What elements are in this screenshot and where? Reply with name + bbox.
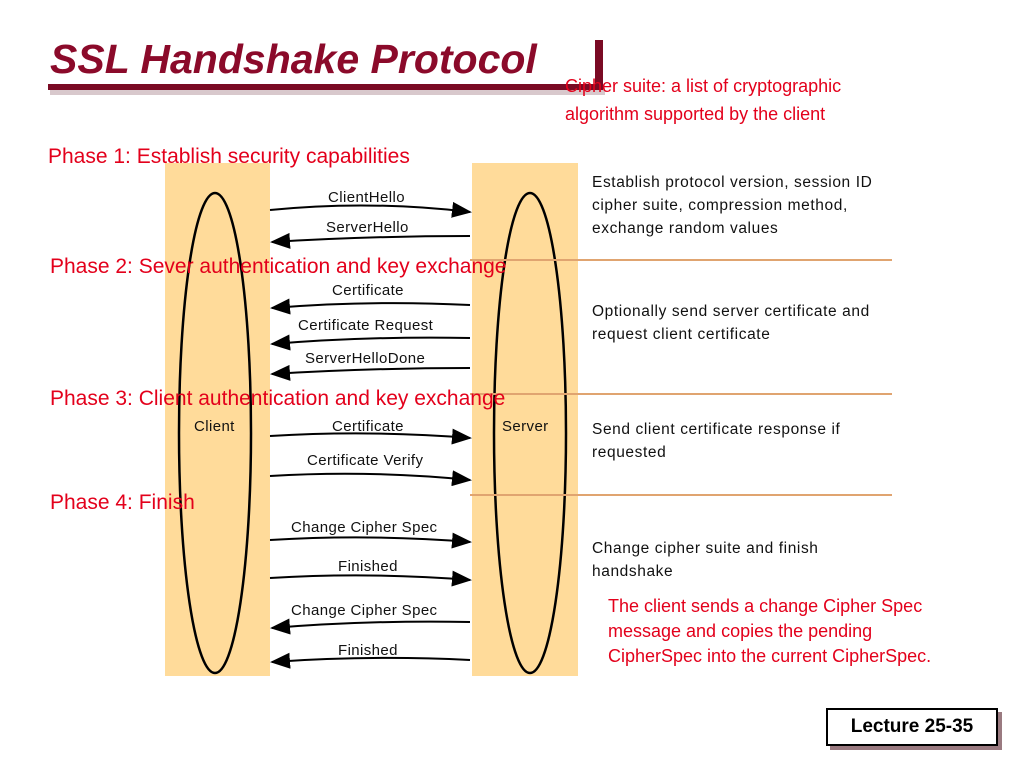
page-title: SSL Handshake Protocol [50,36,537,82]
client-note-line: CipherSpec into the current CipherSpec. [608,646,932,666]
phase-1-description [592,171,904,240]
cipher-note-line-1: Cipher suite: a list of cryptographic [565,76,842,96]
phase-4-label: Phase 4: Finish [50,491,195,514]
client-note-line: message and copies the pending [608,621,873,641]
phase-4-desc-line: handshake [592,563,674,580]
msg-finished-server: Finished [338,642,398,659]
msg-certificate-request: Certificate Request [298,317,434,334]
arrow-serverhellodone [272,368,470,374]
arrow-certificate-server [272,303,470,308]
arrow-certificate-verify [270,474,470,480]
msg-serverhello: ServerHello [326,219,409,236]
msg-change-cipher-client: Change Cipher Spec [291,519,438,536]
phase-1-label: Phase 1: Establish security capabilities [48,145,410,168]
phase-4-description [592,537,819,583]
arrow-clienthello [270,205,470,212]
phase-2-desc-line: Optionally send server certificate and [592,303,870,320]
msg-finished-client: Finished [338,558,398,575]
client-note [608,594,931,669]
arrow-serverhello [272,236,470,242]
msg-certificate-verify: Certificate Verify [307,452,424,469]
phase-1-desc-line: Establish protocol version, session ID [592,174,873,191]
arrow-change-cipher-client [270,537,470,542]
phase-3-description [592,418,902,464]
phase-1-desc-line: exchange random values [592,220,779,237]
title-underline [48,84,603,90]
phase-3-desc-line: requested [592,444,667,461]
arrow-change-cipher-server [272,622,470,628]
msg-clienthello: ClientHello [328,189,405,206]
client-note-line: The client sends a change Cipher Spec [608,596,923,616]
server-label: Server [502,418,549,435]
phase-3-desc-line: Send client certificate response if [592,421,841,438]
cipher-note-line-2: algorithm supported by the client [565,104,826,124]
phase-2-description [592,300,902,346]
arrow-finished-client [270,575,470,580]
msg-certificate-server: Certificate [332,282,404,299]
phase-1-desc-line: cipher suite, compression method, [592,197,848,214]
phase-2-label: Phase 2: Sever authentication and key exchange [50,255,507,278]
phase-2-desc-line: request client certificate [592,326,771,343]
phase-4-desc-line: Change cipher suite and finish [592,540,819,557]
phase-3-label: Phase 3: Client authentication and key exchange [50,387,506,410]
client-label: Client [194,418,235,435]
msg-change-cipher-server: Change Cipher Spec [291,602,438,619]
arrow-certificate-request [272,338,470,344]
lecture-number-box: Lecture 25-35 [826,708,998,746]
msg-certificate-client: Certificate [332,418,404,435]
msg-serverhellodone: ServerHelloDone [305,350,426,367]
